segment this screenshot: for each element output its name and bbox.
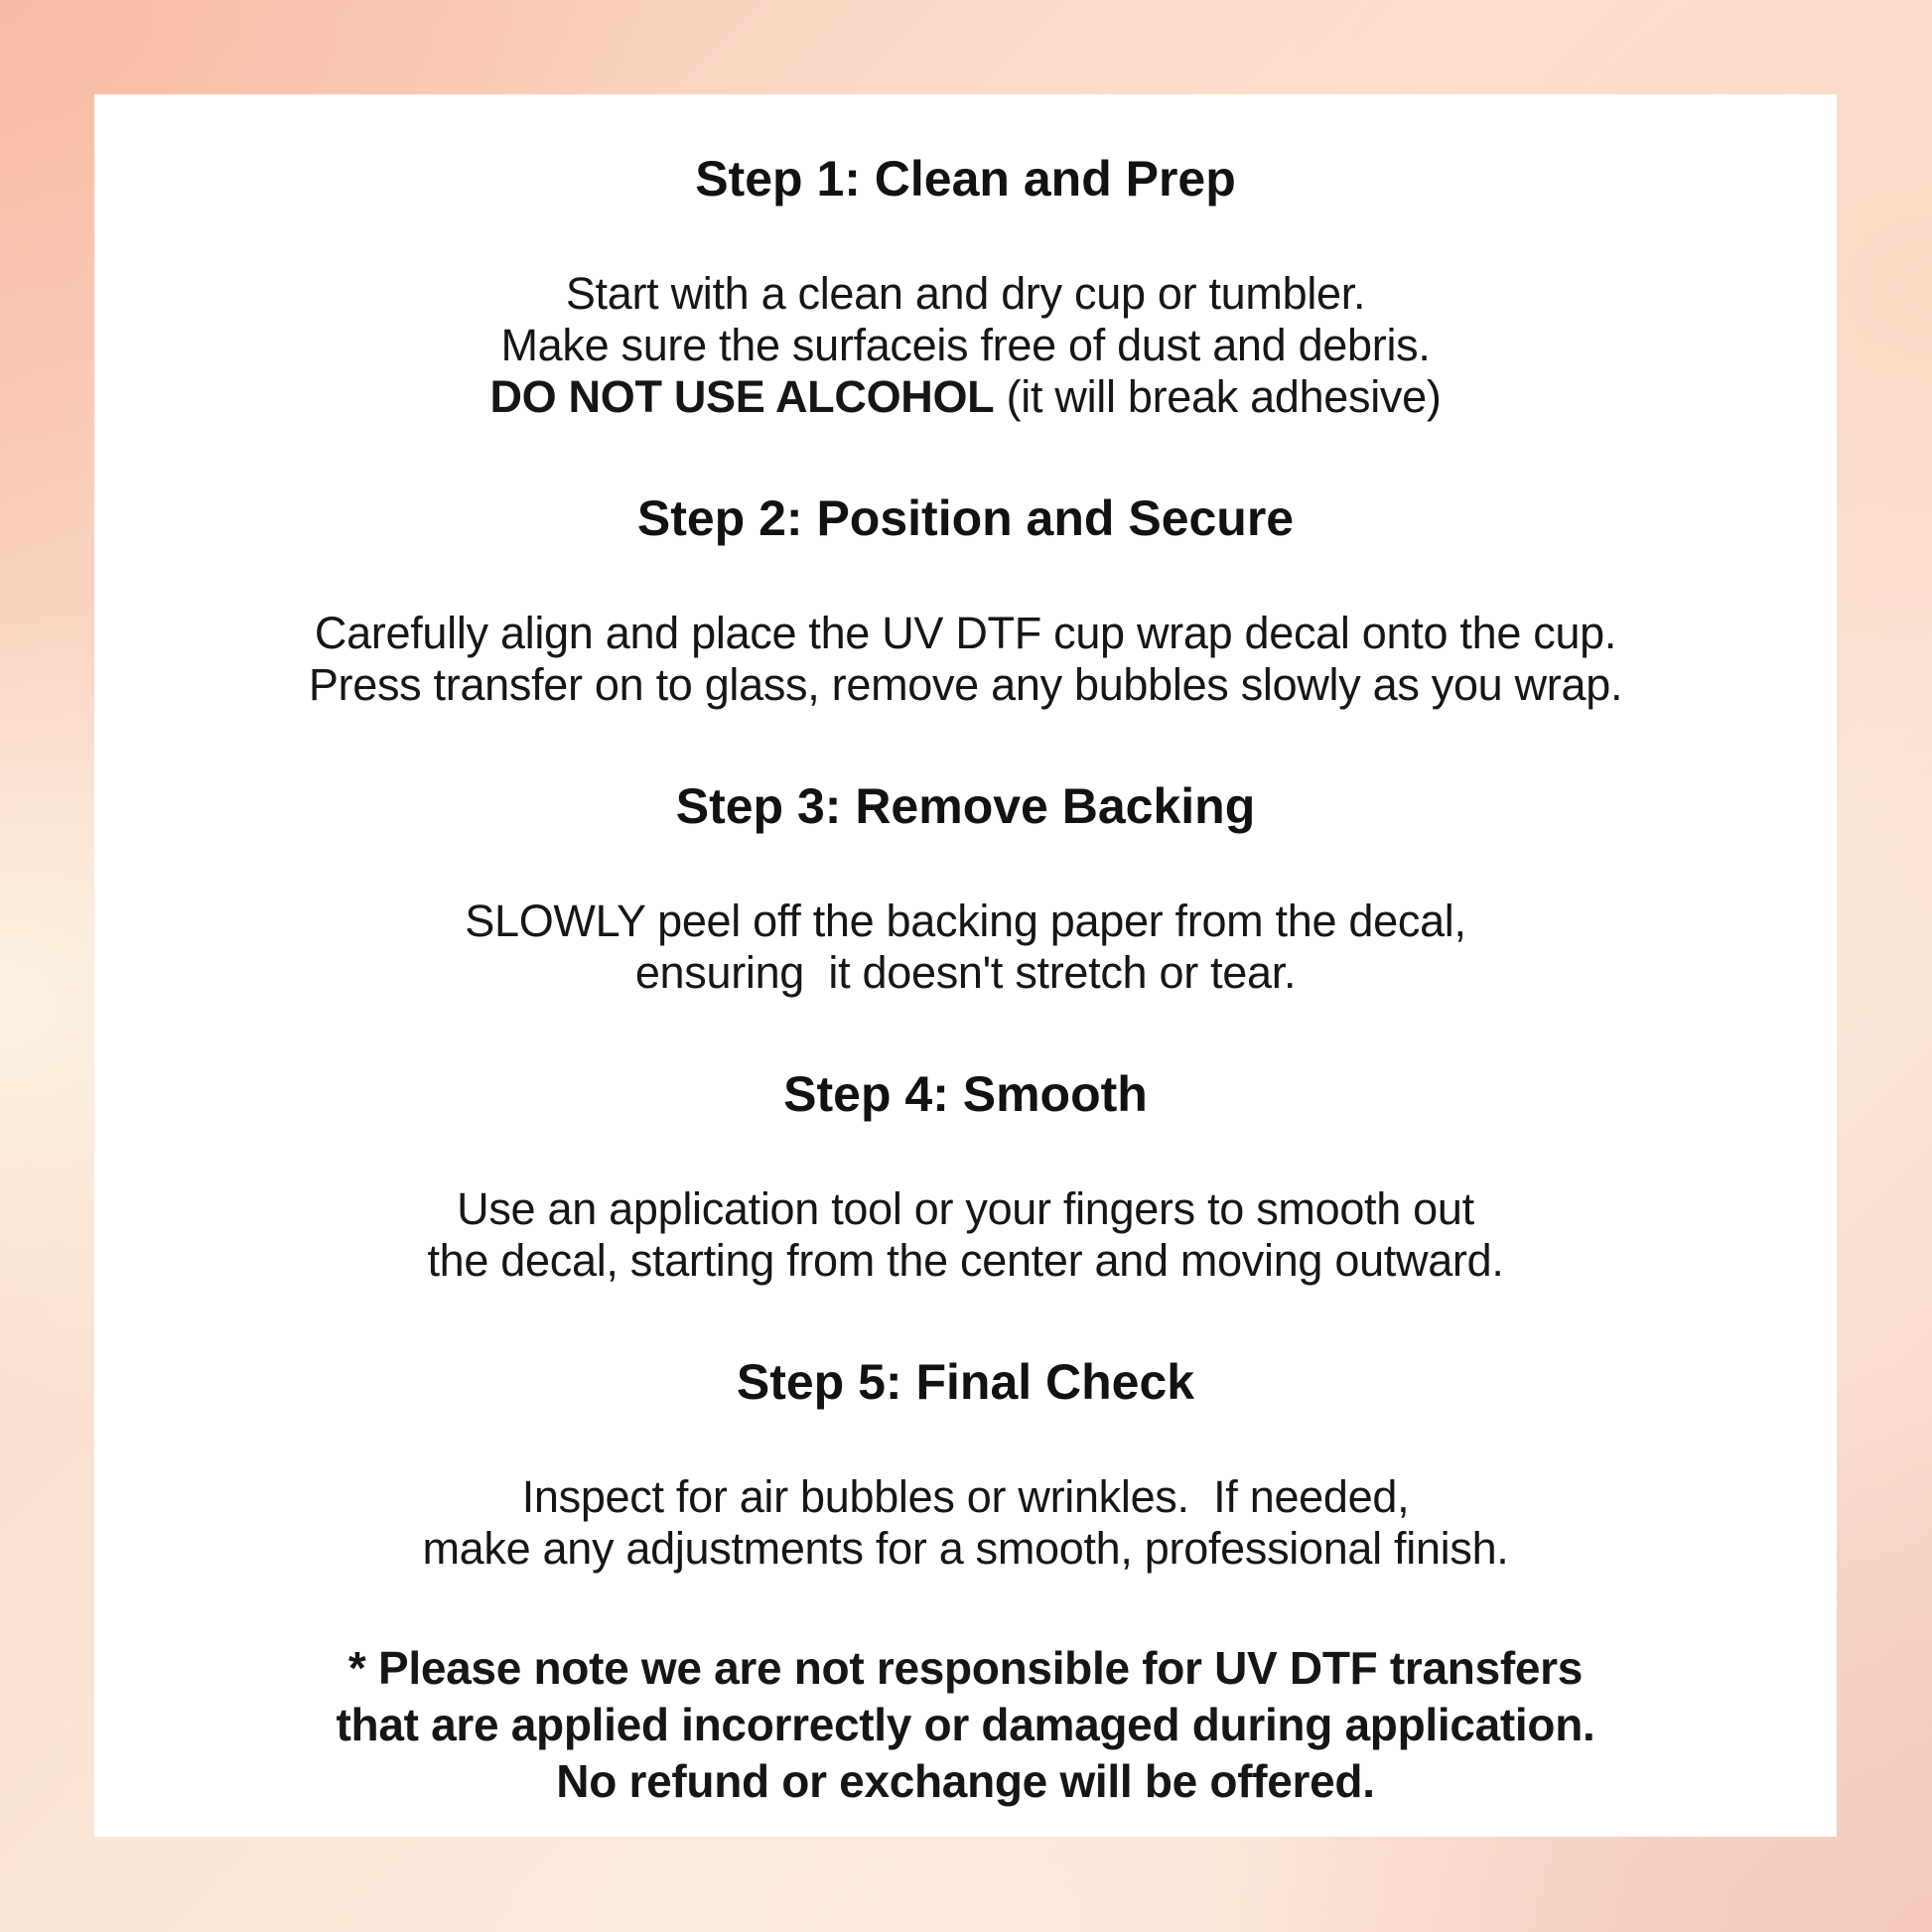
step-4-heading: Step 4: Smooth [783, 1066, 1148, 1122]
step-1-line-1: Start with a clean and dry cup or tumbler. [565, 268, 1366, 319]
step-4-line-2: the decal, starting from the center and moving outward. [427, 1235, 1504, 1286]
step-3-heading: Step 3: Remove Backing [675, 778, 1256, 834]
disclaimer-line-2: that are applied incorrectly or damaged during application. [336, 1699, 1595, 1750]
step-2-line-1: Carefully align and place the UV DTF cup wrap decal onto the cup. [314, 608, 1617, 658]
step-2-line-2: Press transfer on to glass, remove any bubbles slowly as you wrap. [308, 659, 1623, 710]
step-1-body [134, 268, 1797, 423]
liability-disclaimer [134, 1640, 1797, 1810]
step-5-body [134, 1471, 1797, 1575]
alcohol-warning-note: (it will break adhesive) [994, 371, 1442, 422]
step-3-line-1: SLOWLY peel off the backing paper from the decal, [465, 896, 1466, 946]
step-1-line-2: Make sure the surfaceis free of dust and debris. [500, 320, 1431, 370]
instruction-card [94, 94, 1837, 1837]
step-4-section [134, 1064, 1797, 1287]
step-5-line-1: Inspect for air bubbles or wrinkles. If needed, [521, 1471, 1410, 1522]
alcohol-warning-bold: DO NOT USE ALCOHOL [489, 371, 995, 422]
disclaimer-line-3: No refund or exchange will be offered. [556, 1755, 1375, 1807]
step-4-body [134, 1183, 1797, 1287]
step-3-section [134, 776, 1797, 999]
step-2-section [134, 488, 1797, 711]
step-2-body [134, 608, 1797, 711]
disclaimer-line-1: * Please note we are not responsible for UV DTF transfers [347, 1642, 1584, 1694]
step-2-heading: Step 2: Position and Secure [636, 490, 1295, 546]
step-1-section [134, 149, 1797, 423]
step-5-line-2: make any adjustments for a smooth, professional finish. [422, 1523, 1509, 1574]
step-3-body [134, 896, 1797, 999]
step-3-line-2: ensuring it doesn't stretch or tear. [634, 947, 1297, 998]
step-1-heading: Step 1: Clean and Prep [695, 151, 1236, 207]
step-4-line-1: Use an application tool or your fingers to smooth out [457, 1183, 1474, 1234]
step-1-line-3 [134, 371, 1797, 423]
step-5-heading: Step 5: Final Check [736, 1354, 1195, 1410]
step-5-section [134, 1352, 1797, 1575]
